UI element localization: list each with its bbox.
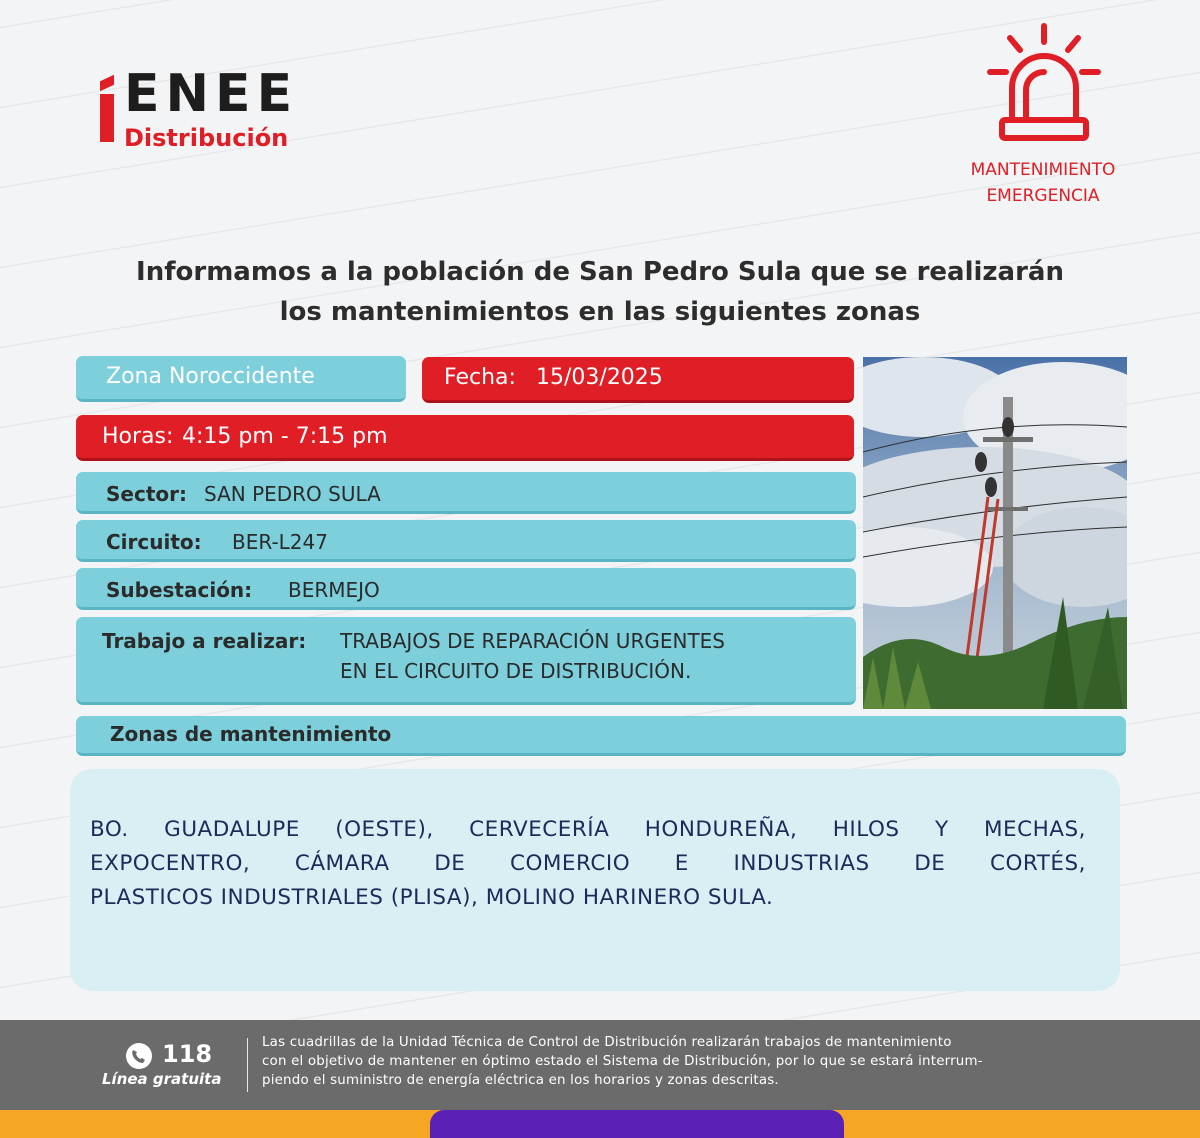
siren-icon xyxy=(982,20,1106,146)
sector-label: Sector: xyxy=(106,482,187,506)
circuito-value: BER-L247 xyxy=(232,530,328,554)
horas-value: 4:15 pm - 7:15 pm xyxy=(182,424,388,449)
footer-line3: piendo el suministro de energía eléctrica en los horarios y zonas descritas. xyxy=(262,1073,779,1088)
sector-value: SAN PEDRO SULA xyxy=(204,482,381,506)
logo-subtitle: Distribución xyxy=(124,124,289,152)
title-line1: Informamos a la población de San Pedro Sula que se realizarán xyxy=(136,257,1064,287)
bottom-stripe-purple xyxy=(430,1110,844,1138)
logo-mark-bar xyxy=(100,94,114,142)
zonas-line2: EXPOCENTRO, CÁMARA DE COMERCIO E INDUSTRIAS DE CORTÉS, xyxy=(90,851,1086,876)
zona-pill xyxy=(76,356,406,402)
fecha-value: 15/03/2025 xyxy=(536,365,663,390)
phone-label: Línea gratuita xyxy=(102,1070,222,1088)
zonas-line3: PLASTICOS INDUSTRIALES (PLISA), MOLINO HARINERO SULA. xyxy=(90,885,774,910)
trabajo-label: Trabajo a realizar: xyxy=(102,629,307,653)
title-line2: los mantenimientos en las siguientes zonas xyxy=(279,297,921,327)
logo-wordmark: ENEE xyxy=(124,64,299,124)
subestacion-label: Subestación: xyxy=(106,578,253,602)
footer-divider xyxy=(247,1038,248,1092)
trabajo-line2: EN EL CIRCUITO DE DISTRIBUCIÓN. xyxy=(340,659,692,683)
zona-value: Zona Noroccidente xyxy=(106,364,315,389)
zonas-line1: BO. GUADALUPE (OESTE), CERVECERÍA HONDUREÑA, HILOS Y MECHAS, xyxy=(90,817,1086,842)
horas-pill xyxy=(76,415,854,461)
zonas-header xyxy=(76,716,1126,756)
trabajo-line1: TRABAJOS DE REPARACIÓN URGENTES xyxy=(340,629,725,653)
subestacion-value: BERMEJO xyxy=(288,578,380,602)
alert-line2: EMERGENCIA xyxy=(986,186,1100,206)
alert-line1: MANTENIMIENTO xyxy=(970,160,1116,180)
fecha-label: Fecha: xyxy=(444,365,516,390)
zonas-title: Zonas de mantenimiento xyxy=(110,722,392,746)
page-title xyxy=(30,252,1170,332)
logo-mark xyxy=(100,75,114,92)
linemen-photo xyxy=(863,357,1127,709)
circuito-label: Circuito: xyxy=(106,530,202,554)
phone-icon xyxy=(122,1042,156,1070)
subestacion-row xyxy=(76,568,856,610)
fecha-pill xyxy=(422,357,854,403)
trabajo-row xyxy=(76,617,856,705)
circuito-row xyxy=(76,520,856,562)
phone-number: 118 xyxy=(162,1040,213,1068)
enee-logo xyxy=(100,64,340,152)
footer xyxy=(0,1020,1200,1110)
alert-label xyxy=(940,157,1146,209)
zonas-list xyxy=(90,813,1086,915)
footer-line2: con el objetivo de mantener en óptimo estado el Sistema de Distribución, por lo que se estará interrum- xyxy=(262,1054,983,1069)
footer-line1: Las cuadrillas de la Unidad Técnica de Control de Distribución realizarán trabajos de mantenimiento xyxy=(262,1035,952,1050)
zonas-panel xyxy=(70,769,1120,991)
sector-row xyxy=(76,472,856,514)
horas-label: Horas: xyxy=(102,424,174,449)
footer-notice xyxy=(262,1033,1102,1090)
